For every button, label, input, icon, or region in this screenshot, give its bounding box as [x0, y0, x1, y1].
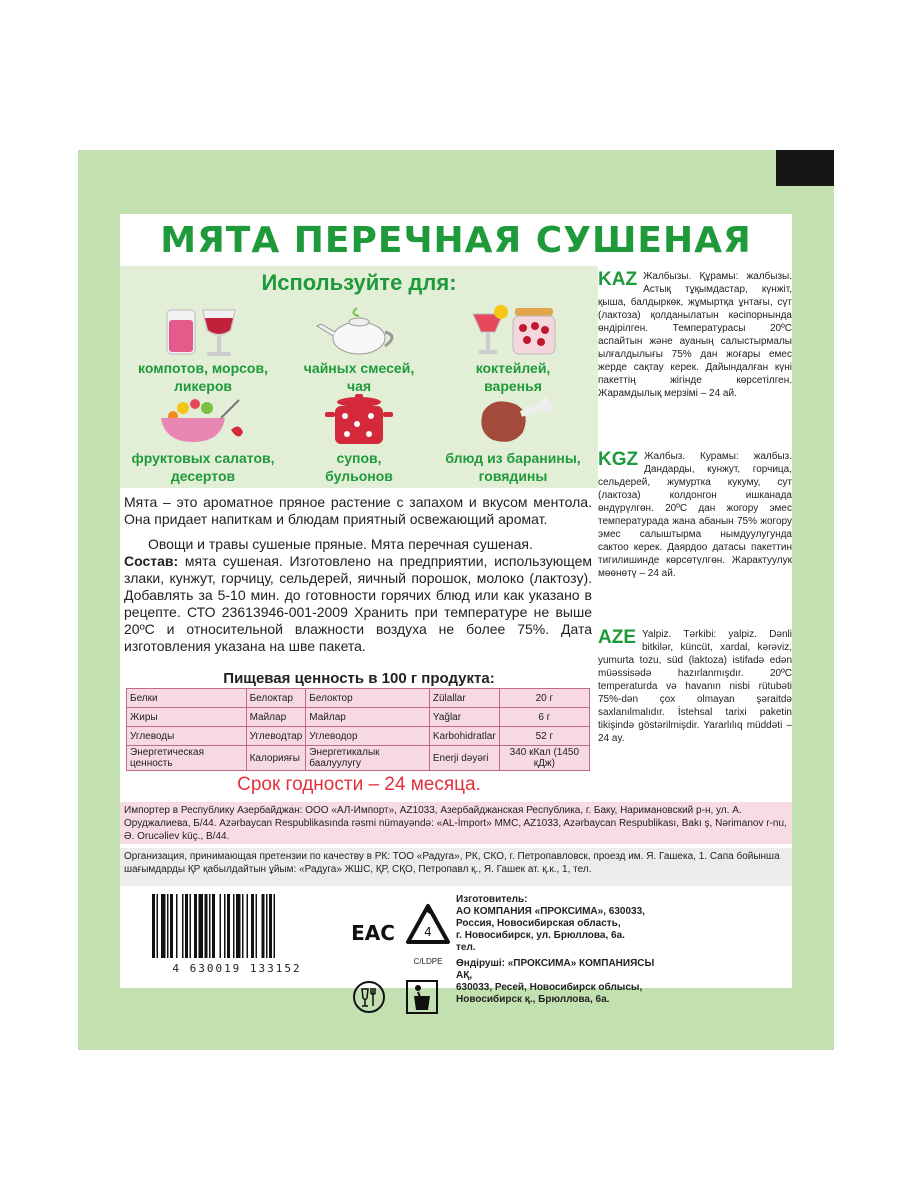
mfr-line: Өндіруші: «ПРОКСИМА» КОМПАНИЯСЫ АҚ,	[456, 958, 655, 981]
barcode-bar	[247, 894, 249, 958]
use-label-2: десертов	[170, 468, 236, 484]
use-label-1: компотов, морсов,	[138, 360, 268, 376]
barcode-bar	[233, 894, 235, 958]
mfr-line: Россия, Новосибирская область,	[456, 918, 621, 929]
barcode	[148, 892, 326, 960]
table-cell: Калорияғы	[246, 746, 306, 771]
package-back	[78, 150, 834, 1050]
table-row	[127, 689, 590, 708]
mfr-line: Изготовитель:	[456, 894, 528, 905]
manufacturer-info	[456, 894, 656, 954]
barcode-bar	[161, 894, 166, 958]
composition-label: Состав:	[124, 553, 179, 569]
top-green-band	[78, 150, 834, 214]
type-line: Овощи и травы сушеные пряные. Мята перечная сушеная.	[148, 536, 533, 552]
barcode-bar	[236, 894, 241, 958]
lang-block-aze	[598, 628, 792, 745]
lang-text: Yalpiz. Tərkibi: yalpiz. Dənli bitkilər, küncüt, xardal, kərəviz, yumurta tozu, süd (laktoza) istifadə edən müəssisədə hazırlanmışdır. 20ºC temperaturda və havanın nisbi rütubəti 75%-dən çox olmayan şəraitdə saxlanılmalıdır. İstehsal tarixi paketin tikişində göstərilmişdir. Yararlılıq müddəti – 24 ay.	[598, 629, 792, 744]
barcode-bar	[224, 894, 226, 958]
barcode-bar	[205, 894, 208, 958]
glass-and-wine-icon	[143, 302, 263, 358]
cocktail-and-jam-icon	[453, 302, 573, 358]
lang-block-kaz	[598, 270, 792, 400]
table-cell: Майлар	[306, 708, 430, 727]
use-label-1: супов,	[336, 450, 382, 466]
table-cell: Углеводы	[127, 727, 247, 746]
use-label-2: варенья	[484, 378, 542, 394]
teapot-icon	[299, 302, 419, 358]
table-cell: Углеводтар	[246, 727, 306, 746]
use-item	[284, 392, 434, 484]
table-cell: 20 г	[499, 689, 589, 708]
barcode-bar	[242, 894, 244, 958]
fruit-salad-bowl-icon	[143, 392, 263, 448]
label-area	[120, 214, 792, 1005]
mfr-line: 630033, Ресей, Новосибирск облысы,	[456, 982, 643, 993]
barcode-bar	[269, 894, 272, 958]
barcode-bar	[190, 894, 192, 958]
use-item	[128, 302, 278, 394]
description-block	[124, 494, 592, 655]
manufacturer-info-kz	[456, 958, 666, 1006]
use-label-2: чая	[346, 378, 372, 394]
lang-code: KGZ	[598, 449, 639, 470]
use-label-1: фруктовых салатов,	[131, 450, 275, 466]
barcode-bar	[176, 894, 178, 958]
table-cell: Углеводор	[306, 727, 430, 746]
barcode-bar	[194, 894, 197, 958]
barcode-bar	[262, 894, 265, 958]
soup-pot-icon	[299, 392, 419, 448]
lang-code: KAZ	[598, 269, 638, 290]
importer-info: Импортер в Республику Азербайджан: ООО «АЛ-Импорт», AZ1033, Азербайджанская Республика, г. Баку, Наримановский р-н, ул. А. Оруджалиева, Б/44. Azərbaycan Respublikasında rəsmi nümayəndə: «AL-İmport» MMC, AZ1033, Azərbaycan Respublikası, Bakı ş, Nərimanov r-nu, Ə. Orucəliev küç., B/44.	[120, 802, 792, 844]
dispose-bin-icon	[406, 980, 438, 1014]
use-label-2: ликеров	[173, 378, 232, 394]
table-cell: Karbohidratlar	[429, 727, 499, 746]
barcode-bar	[256, 894, 258, 958]
recycle-icon	[400, 900, 456, 956]
barcode-bar	[182, 894, 184, 958]
barcode-bar	[266, 894, 268, 958]
use-item	[284, 302, 434, 394]
use-item	[438, 392, 588, 484]
barcode-bar	[251, 894, 254, 958]
mfr-line: АО КОМПАНИЯ «ПРОКСИМА», 630033,	[456, 906, 645, 917]
claims-organization: Организация, принимающая претензии по качеству в РК: ТОО «Радуга», РК, СКО, г. Петропавловск, проезд им. Я. Гашека, 1. Сапа бойынша шағымдарды ҚР қабылдайтын ұйым: «Радуга» ЖШС, ҚР, СҚО, Петропавл қ., Я. Гашек ат. қ.к., 1, тел.	[120, 848, 792, 886]
mfr-line: г. Новосибирск, ул. Брюллова, 6а.	[456, 930, 625, 941]
product-title: МЯТА ПЕРЕЧНАЯ СУШЕНАЯ	[160, 220, 752, 261]
barcode-number: 4 630019 133152	[172, 962, 302, 975]
eac-text: EAC	[351, 921, 395, 945]
barcode-bar	[209, 894, 211, 958]
left-green-band	[78, 214, 120, 988]
use-label-1: чайных смесей,	[303, 360, 415, 376]
barcode-bar	[167, 894, 169, 958]
use-item	[128, 392, 278, 484]
table-cell: Энергетикалык баалуулугу	[306, 746, 430, 771]
mfr-line: тел.	[456, 942, 476, 953]
use-label-2: бульонов	[325, 468, 393, 484]
table-cell: 6 г	[499, 708, 589, 727]
table-cell: Белоктор	[306, 689, 430, 708]
shelf-life: Срок годности – 24 месяца.	[237, 774, 481, 795]
use-item	[438, 302, 588, 394]
lang-text: Жалбыз. Курамы: жалбыз. Дандарды, кунжут, горчица, сельдерей, жумуртка кукуму, сут (лактоза) колдонгон ишканада өндүрүлгөн. 20ºС дан жогору эмес температурада жана абанын 75% жогору эмес салыштырма нымдуулугунда сактоо керек. Даярдоо датасы пакеттин тигилишинде көрсөтүлгөн. Жарактуулук мөөнөтү – 24 ай.	[598, 451, 792, 579]
recycle-code: C/LDPE	[413, 957, 443, 966]
usage-panel	[120, 266, 598, 488]
barcode-bar	[157, 894, 159, 958]
table-cell: Энергетическая ценность	[127, 746, 247, 771]
description-text: Мята – это ароматное пряное растение с запахом и вкусом ментола. Она придает напиткам и блюдам приятный освежающий аромат.	[124, 494, 592, 527]
table-cell: Enerji dəyəri	[429, 746, 499, 771]
barcode-bar	[199, 894, 204, 958]
nutrition-table	[126, 688, 590, 771]
table-cell: Белки	[127, 689, 247, 708]
barcode-bar	[170, 894, 173, 958]
lang-code: AZE	[598, 627, 636, 648]
table-cell: Zülallar	[429, 689, 499, 708]
barcode-bar	[152, 894, 155, 958]
table-cell: Yağlar	[429, 708, 499, 727]
svg-text:4: 4	[424, 925, 432, 939]
table-cell: Майлар	[246, 708, 306, 727]
use-label-1: блюд из баранины,	[445, 450, 581, 466]
barcode-bar	[274, 894, 276, 958]
lang-block-kgz	[598, 450, 792, 580]
right-green-band	[792, 214, 834, 988]
table-row	[127, 746, 590, 771]
table-row	[127, 708, 590, 727]
black-tab	[776, 150, 834, 186]
table-row	[127, 727, 590, 746]
composition-text	[124, 553, 592, 655]
table-cell: 52 г	[499, 727, 589, 746]
table-cell: 340 кКал (1450 кДж)	[499, 746, 589, 771]
table-cell: Белоктар	[246, 689, 306, 708]
table-cell: Жиры	[127, 708, 247, 727]
use-label-1: коктейлей,	[475, 360, 551, 376]
lang-text: Жалбызы. Құрамы: жалбызы. Астық тұқымдастар, күнжіт, қыша, балдыркөк, жұмыртқа ұнтағы, сүт (лактоза) қолданылатын кәсіпорнында өндірілген. Температурасы 20ºС аспайтын және ауаның салыстырмалы ылғалдылығы 75% дан жоғары емес жерде сақтау керек. Дайындалған күні пакеттің жігінде көрсетілген. Жарамдылық мерзімі – 24 ай.	[598, 271, 792, 399]
usage-title: Используйте для:	[261, 270, 457, 295]
use-label-2: говядины	[478, 468, 548, 484]
barcode-bar	[220, 894, 222, 958]
nutrition-title: Пищевая ценность в 100 г продукта:	[223, 670, 495, 687]
barcode-bar	[212, 894, 215, 958]
food-safe-icon	[352, 980, 386, 1014]
eac-mark-icon	[350, 908, 396, 954]
composition-body: мята сушеная. Изготовлено на предприятии, использующем злаки, кунжут, горчицу, сельдерей, яичный порошок, молоко (лактозу). Добавлять за 5-10 мин. до готовности горячих блюд или как указано в рецепте. СТО 23613946-001-2009 Хранить при температуре не выше 20ºС и относительной влажности воздуха не более 75%. Дата изготовления указана на шве пакета.	[124, 553, 592, 654]
barcode-bar	[227, 894, 230, 958]
mfr-line: Новосибирск қ., Брюллова, 6а.	[456, 994, 610, 1005]
meat-leg-icon	[453, 392, 573, 448]
barcode-bar	[185, 894, 188, 958]
